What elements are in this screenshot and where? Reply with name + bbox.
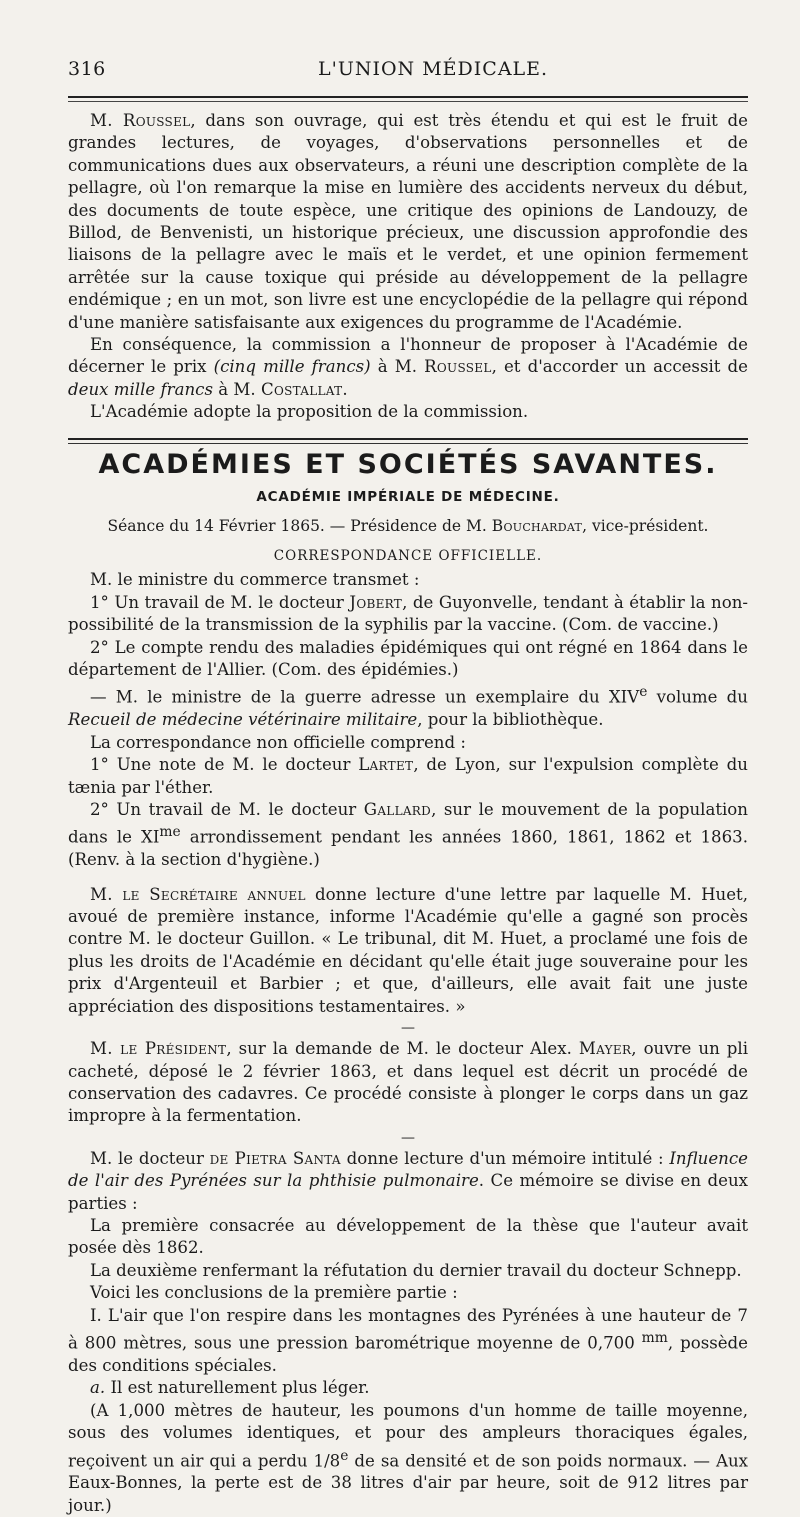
session-line: Séance du 14 Février 1865. — Présidence de M. Bouchardat, vice-président. xyxy=(107,516,709,535)
paragraph-president: M. le Président, sur la demande de M. le docteur Alex. Mayer, ouvre un pli cacheté, déposé le 2 février 1863, et dans lequel est décrit un procédé de conservation des cadavres. Ce procédé consiste à plonger le corps dans un gaz impropre à la fermentation. xyxy=(68,1039,749,1126)
academy-title: ACADÉMIE IMPÉRIALE DE MÉDECINE. xyxy=(256,489,560,506)
paragraph-lartet: 1° Une note de M. le docteur Lartet, de Lyon, sur l'expulsion complète du tænia par l'éther. xyxy=(68,755,748,797)
section-title: ACADÉMIES ET SOCIÉTÉS SAVANTES. xyxy=(98,448,718,480)
paragraph-non-officielle: La correspondance non officielle comprend : xyxy=(90,732,466,752)
paragraph-secretaire: M. le Secrétaire annuel donne lecture d'une lettre par laquelle M. Huet, avoué de première instance, informe l'Académie qu'elle a gagné son procès contre M. le docteur Guillon. « Le tribunal, dit M. Huet, a proclamé une fois de plus les droits de l'Académie en décidant qu'elle était juge souveraine pour les prix d'Argenteuil et Barbier ; et que, d'ailleurs, elle avait fait une juste appréciation des dispositions testamentaires. » xyxy=(68,884,748,1016)
paragraph-item-1: 1° Un travail de M. le docteur Jobert, de Guyonvelle, tendant à établir la non-possibilité de la transmission de la syphilis par la vaccine. (Com. de vaccine.) xyxy=(68,592,748,635)
paragraph-conclusions: Voici les conclusions de la première partie : xyxy=(90,1283,458,1303)
paragraph-commission: En conséquence, la commission a l'honneur de proposer à l'Académie de décerner le prix (cinq mille francs) à M. Roussel, et d'accorder un accessit de deux mille francs à M. Costallat. xyxy=(68,335,748,399)
page-header xyxy=(68,58,748,88)
header-rule-thin xyxy=(68,101,748,102)
paragraph-pietra-santa: M. le docteur de Pietra Santa donne lecture d'un mémoire intitulé : Influence de l'air des Pyrénées sur la phthisie pulmonaire. Ce mémoire se divise en deux parties : xyxy=(68,1148,748,1213)
paragraph-part-2: La deuxième renfermant la réfutation du dernier travail du docteur Schnepp. xyxy=(90,1260,742,1280)
paragraph-altitude-note: (A 1,000 mètres de hauteur, les poumons d'un homme de taille moyenne, sous des volumes identiques, et pour des ampleurs thoraciques égales, reçoivent un air qui a perdu 1/8e de sa densité et de son poids normaux. — Aux Eaux-Bonnes, la perte est de 38 litres d'air par heure, soit de 912 litres par jour.) xyxy=(68,1400,748,1515)
spacer xyxy=(68,872,748,884)
paragraph-guerre: — M. le ministre de la guerre adresse un exemplaire du XIVe volume du Recueil de médecine vétérinaire militaire, pour la bibliothèque. xyxy=(68,684,748,730)
separator-dash-2: — xyxy=(401,1129,415,1146)
paragraph-roussel: M. Roussel, dans son ouvrage, qui est très étendu et qui est le fruit de grandes lectures, de voyages, d'observations personnelles et de communications dues aux observateurs, a réuni une description complète de la pellagre, où l'on remarque la mise en lumière des accidents nerveux du début, des documents de toute espèce, une critique des opinions de Landouzy, de Billod, de Benvenisti, un historique précieux, une discussion approfondie des liaisons de la pellagre avec le maïs et le verdet, et une opinion fermement arrêtée sur la cause toxique qui préside au développement de la pellagre endémique ; en un mot, son livre est une encyclopédie de la pellagre qui répond d'une manière satisfaisante aux exigences du programme de l'Académie. xyxy=(68,111,748,332)
paragraph-conclusion-a: a. Il est naturellement plus léger. xyxy=(90,1378,370,1398)
section-rule xyxy=(68,438,748,444)
separator-dash: — xyxy=(401,1020,415,1037)
paragraph-conclusion-i: I. L'air que l'on respire dans les montagnes des Pyrénées à une hauteur de 7 à 800 mètres, sous une pression barométrique moyenne de 0,700 $^{mm}$, possède des conditions spéciales. xyxy=(68,1305,748,1375)
paragraph-adoption: L'Académie adopte la proposition de la commission. xyxy=(90,402,529,422)
page-number: 316 xyxy=(68,58,106,80)
paragraph-part-1: La première consacrée au développement de la thèse que l'auteur avait posée dès 1862. xyxy=(68,1215,748,1258)
running-title: L'UNION MÉDICALE. xyxy=(318,58,549,80)
header-rule xyxy=(68,96,748,98)
page-body xyxy=(68,110,748,1517)
paragraph-minister: M. le ministre du commerce transmet : xyxy=(90,570,420,590)
paragraph-gallard: 2° Un travail de M. le docteur Gallard, sur le mouvement de la population dans le $XI^{me}$ arrondissement pendant les années 1860, 1861, 1862 et 1863. (Renv. à la section d'hygiène.) xyxy=(68,799,748,870)
paragraph-item-2: 2° Le compte rendu des maladies épidémiques qui ont régné en 1864 dans le département de l'Allier. (Com. des épidémies.) xyxy=(68,637,748,679)
correspondance-heading: CORRESPONDANCE OFFICIELLE. xyxy=(273,547,543,564)
